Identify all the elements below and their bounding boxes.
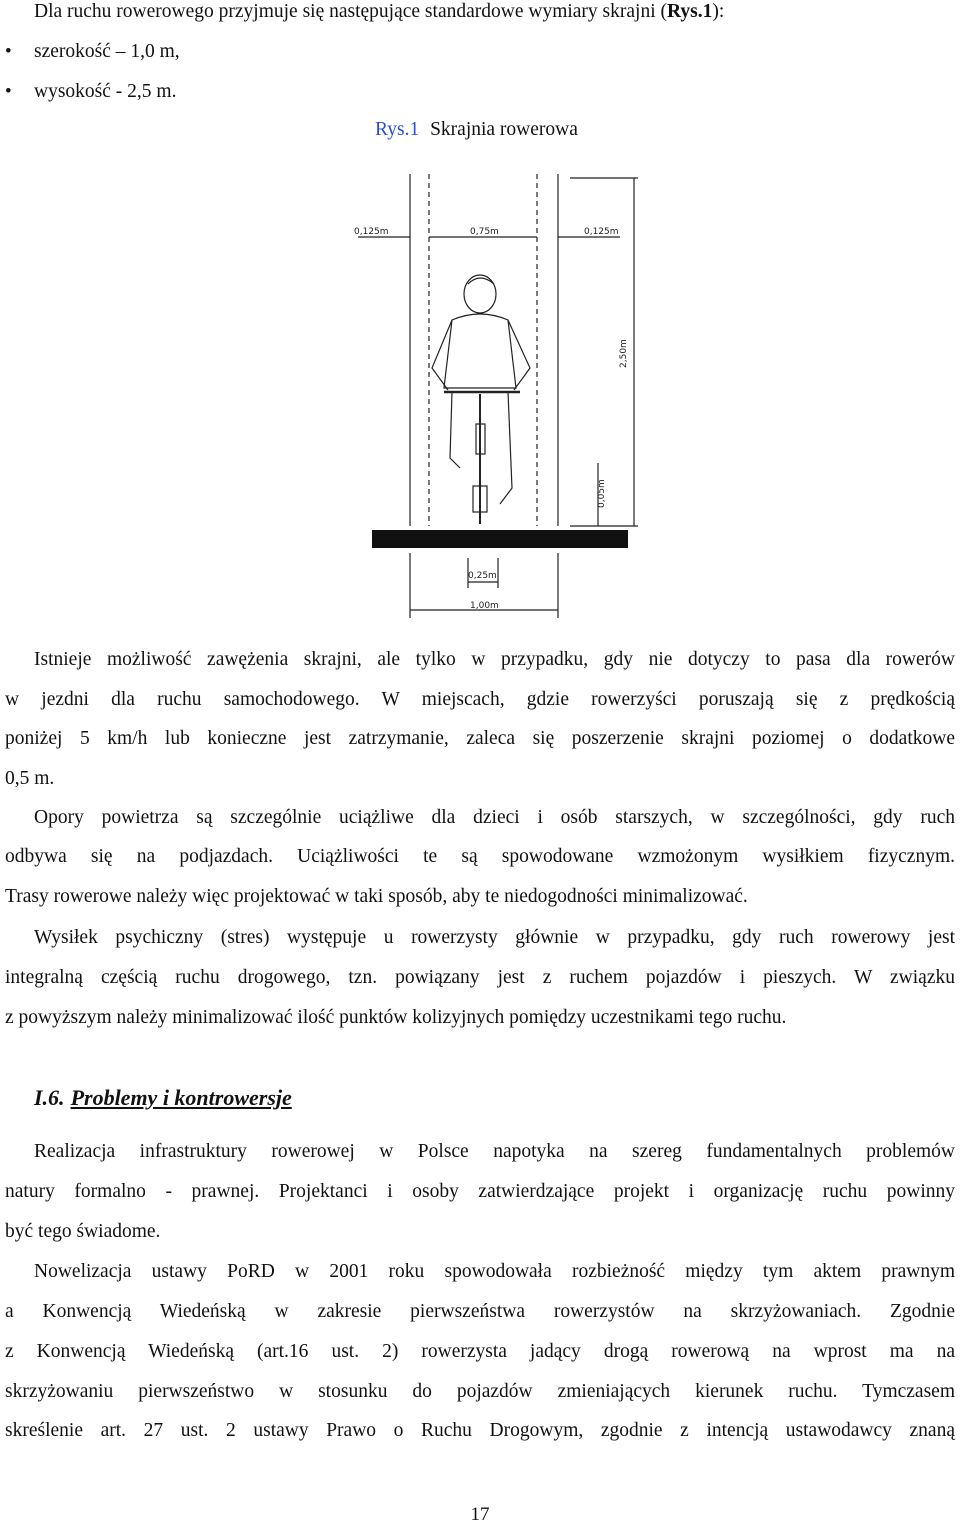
ground-bar: [372, 530, 628, 548]
figure-caption: [375, 118, 578, 142]
intro-prefix: Dla ruchu rowerowego przyjmuje się następujące standardowe wymiary skrajni (: [34, 1, 667, 22]
p1-line-4: 0,5 m.: [5, 768, 55, 789]
p5-line-3: z Konwencją Wiedeńską (art.16 ust. 2) rowerzysta jadący drogą rowerową na wprost ma na: [5, 1341, 955, 1362]
label-right-margin: 0,125m: [584, 227, 619, 237]
bicycle-clearance-diagram: [340, 168, 640, 628]
p5-line-2: a Konwencją Wiedeńską w zakresie pierwszeństwa rowerzystów na skrzyżowaniach. Zgodnie: [5, 1301, 955, 1322]
p4-line-2: natury formalno - prawnej. Projektanci i osoby zatwierdzające projekt i organizację ruchu powinny: [5, 1181, 955, 1202]
p1-line-1: Istnieje możliwość zawężenia skrajni, ale tylko w przypadku, gdy nie dotyczy to pasa dla rowerów: [34, 649, 955, 670]
label-center: 0,75m: [470, 227, 499, 237]
p4-line-1: Realizacja infrastruktury rowerowej w Polsce napotyka na szereg fundamentalnych problemów: [34, 1141, 955, 1162]
p1-line-2: w jezdni dla ruchu samochodowego. W miejscach, gdzie rowerzyści poruszają się z prędkością: [5, 689, 955, 710]
cyclist-left-arm: [432, 320, 452, 390]
label-left-margin: 0,125m: [354, 227, 389, 237]
label-wheel: 0,25m: [468, 571, 497, 581]
bullet-item-height: wysokość - 2,5 m.: [34, 81, 177, 102]
p5-line-1: Nowelizacja ustawy PoRD w 2001 roku spowodowała rozbieżność między tym aktem prawnym: [34, 1261, 955, 1282]
section-number: I.6.: [34, 1085, 65, 1110]
p5-line-5: skreślenie art. 27 ust. 2 ustawy Prawo o Ruchu Drogowym, zgodnie z intencją ustawodawcy znaną: [5, 1420, 955, 1441]
label-total-width: 1,00m: [470, 601, 499, 611]
p3-line-3: z powyższym należy minimalizować ilość punktów kolizyjnych pomiędzy uczestnikami tego ruchu.: [5, 1007, 787, 1028]
p5-line-4: skrzyżowaniu pierwszeństwo w stosunku do pojazdów zmieniających kierunek ruchu. Tymczasem: [5, 1381, 955, 1402]
intro-suffix: ):: [712, 1, 725, 22]
cyclist-right-leg: [500, 392, 512, 504]
bullet-icon: •: [5, 41, 12, 62]
label-ground-gap: 0,05m: [597, 479, 607, 508]
section-title: Problemy i kontrowersje: [70, 1085, 292, 1110]
cyclist-left-leg: [450, 392, 460, 468]
cyclist-torso: [444, 314, 516, 388]
cyclist-head: [464, 275, 496, 313]
intro-line: [34, 0, 724, 24]
label-height: 2,50m: [619, 339, 629, 368]
section-heading: [34, 1084, 292, 1112]
p4-line-3: być tego świadome.: [5, 1221, 161, 1242]
p2-line-1: Opory powietrza są szczególnie uciążliwe dla dzieci i osób starszych, w szczególności, gdy ruch: [34, 807, 955, 828]
cyclist-right-arm: [508, 320, 530, 390]
figure-caption-ref: Rys.1: [375, 119, 420, 140]
intro-ref: Rys.1: [667, 1, 713, 22]
bullet-item-width: szerokość – 1,0 m,: [34, 41, 180, 62]
page-number: 17: [470, 1504, 490, 1525]
p3-line-2: integralną częścią ruchu drogowego, tzn. powiązany jest z ruchem pojazdów i pieszych. W związku: [5, 967, 955, 988]
p1-line-3: poniżej 5 km/h lub konieczne jest zatrzymanie, zaleca się poszerzenie skrajni poziomej o dodatkowe: [5, 728, 955, 749]
figure-caption-text: Skrajnia rowerowa: [430, 119, 578, 140]
bullet-icon: •: [5, 81, 12, 102]
p2-line-2: odbywa się na podjazdach. Uciążliwości te są spowodowane wzmożonym wysiłkiem fizycznym.: [5, 846, 955, 867]
p2-line-3: Trasy rowerowe należy więc projektować w taki sposób, aby te niedogodności minimalizować.: [5, 886, 748, 907]
p3-line-1: Wysiłek psychiczny (stres) występuje u rowerzysty głównie w przypadku, gdy ruch rowerowy jest: [34, 927, 955, 948]
